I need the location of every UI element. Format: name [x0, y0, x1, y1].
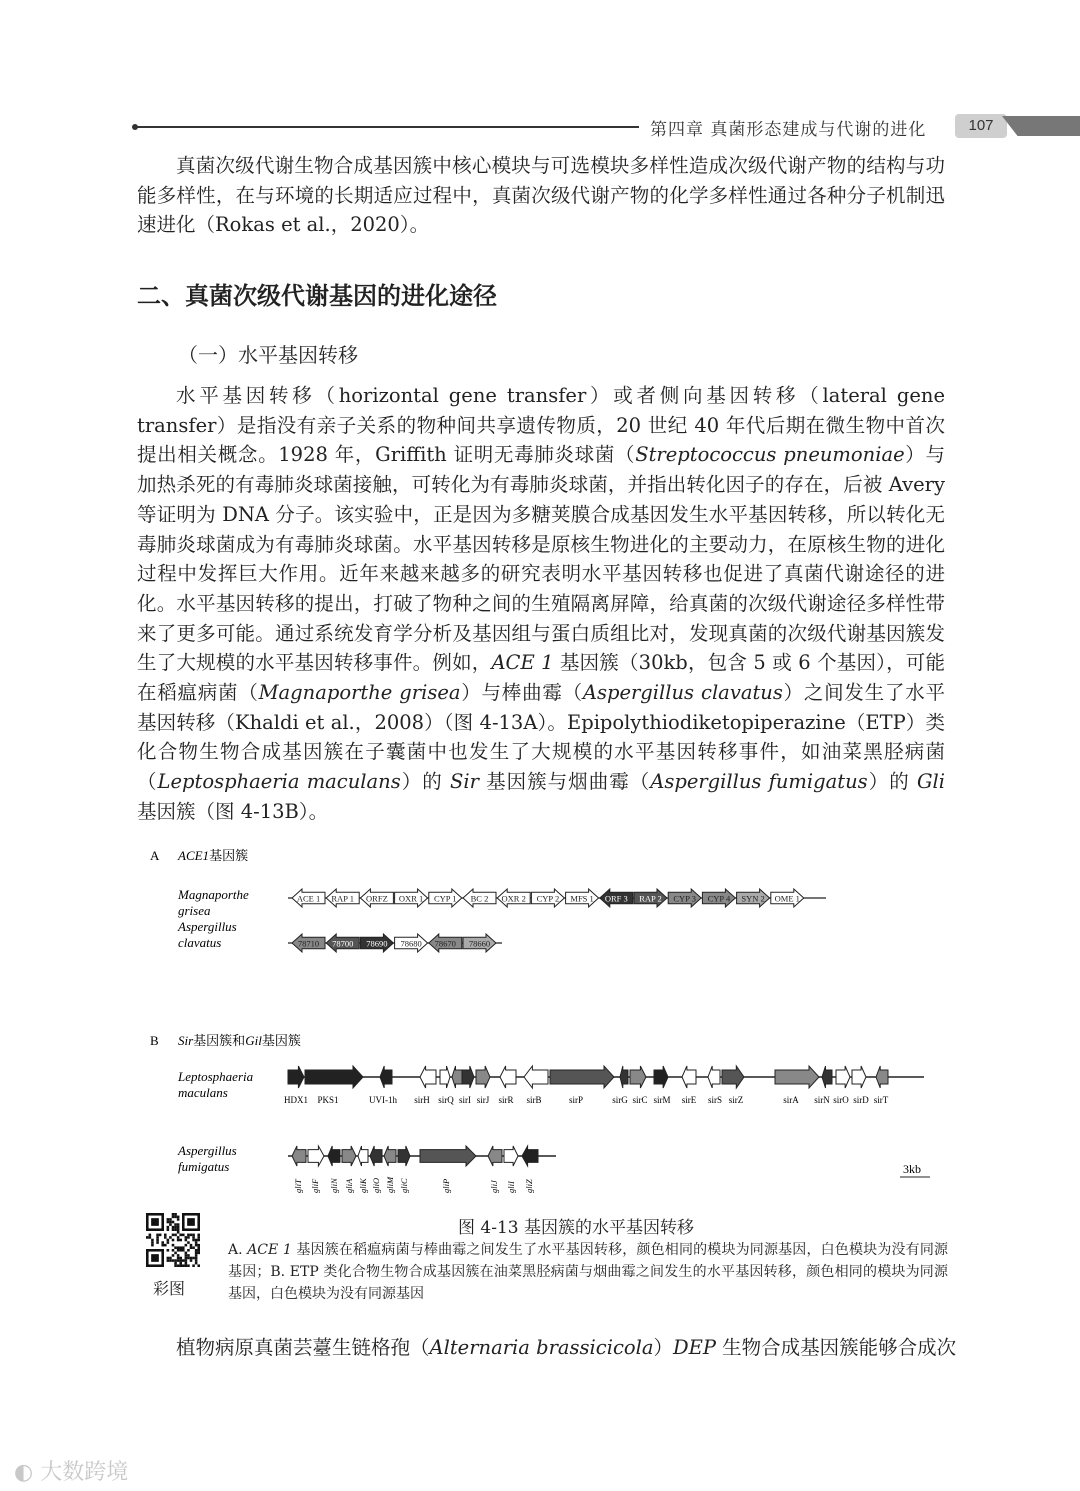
qr-module: [185, 1254, 188, 1257]
qr-module: [179, 1262, 182, 1265]
qr-module: [185, 1244, 188, 1247]
gene-label: sirM: [653, 1095, 671, 1105]
qr-module: [185, 1236, 188, 1239]
gene-arrow: [836, 1066, 850, 1088]
qr-module: [195, 1262, 198, 1265]
qr-module: [182, 1259, 185, 1262]
qr-module: [167, 1218, 170, 1221]
qr-module: [187, 1257, 190, 1260]
qr-module: [167, 1226, 170, 1229]
qr-module: [185, 1252, 188, 1255]
qr-module: [177, 1216, 180, 1219]
qr-module: [177, 1218, 180, 1221]
gene-label: HDX1: [284, 1095, 308, 1105]
qr-module: [172, 1226, 175, 1229]
gene-label: sirS: [707, 1095, 723, 1105]
gene-arrow: [398, 1146, 410, 1166]
gene-arrow: [550, 1066, 614, 1088]
gene-label: gliZ: [524, 1179, 534, 1193]
page-number: 107: [955, 114, 1007, 138]
gene-label: 78710: [297, 938, 320, 949]
last-paragraph: 植物病原真菌芸薹生链格孢（Alternaria brassicicola）DEP 生物合成基因簇能够合成次: [176, 1336, 957, 1359]
qr-module: [177, 1228, 180, 1231]
qr-module: [192, 1257, 195, 1260]
qr-module: [151, 1241, 154, 1244]
gene-label: gliP: [441, 1178, 451, 1193]
qr-module: [151, 1218, 159, 1226]
qr-module: [182, 1264, 185, 1267]
gene-arrow: [654, 1066, 668, 1088]
qr-module: [187, 1241, 190, 1244]
qr-module: [172, 1239, 175, 1242]
qr-module: [159, 1234, 162, 1237]
qr-module: [172, 1254, 175, 1257]
qr-module: [195, 1241, 198, 1244]
gene-label: BC 2: [470, 893, 489, 904]
qr-module: [177, 1223, 180, 1226]
qr-module: [174, 1264, 177, 1267]
gene-arrow: [488, 1146, 502, 1166]
gene-label: OXR 1: [398, 893, 424, 904]
gene-label: sirI: [459, 1095, 471, 1105]
qr-module: [164, 1244, 167, 1247]
qr-module: [177, 1231, 180, 1234]
qr-module: [172, 1244, 175, 1247]
qr-module: [179, 1264, 182, 1267]
qr-module: [192, 1234, 195, 1237]
gene-arrow: [682, 1066, 696, 1088]
figure-4-13: [0, 835, 1080, 1215]
gene-label: sirZ: [728, 1095, 744, 1105]
qr-module: [146, 1236, 149, 1239]
gene-label: UVI-1h: [369, 1095, 397, 1105]
qr-module: [185, 1264, 188, 1267]
qr-label: 彩图: [153, 1279, 186, 1298]
qr-module: [177, 1257, 180, 1260]
gene-arrow: [500, 1066, 516, 1088]
qr-module: [197, 1252, 200, 1255]
gene-label: CYP 2: [536, 893, 560, 904]
qr-module: [187, 1218, 195, 1226]
qr-module: [197, 1239, 200, 1242]
gene-label: CYP 1: [433, 893, 457, 904]
gene-label: sirO: [833, 1095, 849, 1105]
qr-module: [161, 1241, 164, 1244]
qr-module: [185, 1257, 188, 1260]
gene-arrow: [370, 1146, 382, 1166]
gene-label: gliK: [358, 1178, 368, 1193]
qr-module: [179, 1246, 182, 1249]
qr-module: [169, 1221, 172, 1224]
qr-module: [177, 1249, 180, 1252]
gene-label: gliA: [344, 1178, 354, 1193]
gene-label: ORFZ: [366, 893, 388, 904]
qr-module: [197, 1244, 200, 1247]
gene-label: gliF: [310, 1178, 320, 1193]
qr-module: [177, 1226, 180, 1229]
panel-a-letter: A: [150, 848, 160, 863]
gene-arrow: [288, 1066, 304, 1088]
gene-arrow: [328, 1146, 340, 1166]
panel-a-title: ACE1基因簇: [178, 848, 249, 863]
panel-b-title: Sir基因簇和Gil基因簇: [178, 1033, 301, 1048]
header-rule: [134, 126, 639, 128]
subsection-title: （一）水平基因转移: [178, 343, 358, 367]
qr-module: [195, 1257, 198, 1260]
qr-module: [187, 1254, 190, 1257]
qr-module: [197, 1246, 200, 1249]
gene-arrow: [876, 1066, 888, 1088]
species-label: maculans: [178, 1085, 228, 1100]
qr-module: [187, 1249, 190, 1252]
gene-arrow: [292, 1146, 306, 1166]
gene-arrow: [708, 1066, 720, 1088]
species-label: fumigatus: [178, 1159, 230, 1174]
figure-caption-body: A. ACE 1 基因簇在稻瘟病菌与棒曲霉之间发生了水平基因转移，颜色相同的模块为同源基因，白色模块为没有同源基因；B. ETP 类化合物生物合成基因簇在油菜黑胫病菌与烟曲霉之间发生的水平基因转移，颜色相同的模块为同源基因，白色模块为没有同源基因: [228, 1242, 948, 1302]
qr-module: [174, 1246, 177, 1249]
page-tab-decoration: [1002, 116, 1080, 136]
qr-module: [174, 1234, 177, 1237]
gene-cluster-diagram: [0, 835, 1080, 1215]
qr-module: [182, 1249, 185, 1252]
qr-module: [177, 1246, 180, 1249]
qr-module: [151, 1244, 154, 1247]
qr-module: [174, 1262, 177, 1265]
qr-module: [172, 1213, 175, 1216]
qr-module: [185, 1262, 188, 1265]
qr-module: [187, 1264, 190, 1267]
qr-module: [195, 1239, 198, 1242]
gene-label: sirT: [873, 1095, 889, 1105]
qr-module: [197, 1236, 200, 1239]
sir-cluster: [284, 1066, 924, 1105]
qr-module: [151, 1254, 159, 1262]
qr-module: [187, 1236, 190, 1239]
gene-arrow: [522, 1146, 538, 1166]
gene-label: SYN 2: [741, 893, 765, 904]
gene-label: gliM: [385, 1176, 395, 1193]
gene-label: sirP: [568, 1095, 584, 1105]
wechat-icon: ◐: [14, 1460, 34, 1485]
qr-module: [169, 1218, 172, 1221]
qr-module: [182, 1246, 185, 1249]
gene-arrow: [452, 1066, 462, 1088]
qr-module: [195, 1254, 198, 1257]
qr-module: [179, 1249, 182, 1252]
gene-label: RAP 2: [639, 893, 662, 904]
species-label: grisea: [178, 903, 211, 918]
species-label: Magnaporthe: [178, 887, 249, 902]
gene-label: ACE 1: [296, 893, 321, 904]
gene-label: CYP 4: [707, 893, 731, 904]
qr-module: [174, 1226, 177, 1229]
gene-arrow: [342, 1146, 356, 1166]
qr-module: [195, 1244, 198, 1247]
gene-label: 78670: [434, 938, 456, 949]
qr-module: [169, 1259, 172, 1262]
qr-module: [172, 1259, 175, 1262]
qr-module: [190, 1244, 193, 1247]
qr-module: [197, 1249, 200, 1252]
qr-module: [177, 1259, 180, 1262]
qr-module: [167, 1221, 170, 1224]
gene-label: 78660: [468, 938, 491, 949]
qr-module: [182, 1234, 185, 1237]
qr-module: [164, 1236, 167, 1239]
gene-arrow: [822, 1066, 832, 1088]
qr-module: [167, 1228, 170, 1231]
gene-label: sirB: [526, 1095, 542, 1105]
gene-label: sirG: [612, 1095, 628, 1105]
gene-label: ORF 3: [604, 893, 628, 904]
qr-module: [179, 1234, 182, 1237]
qr-module: [172, 1216, 175, 1219]
gene-label: PKS1: [317, 1095, 339, 1105]
intro-paragraph: 真菌次级代谢生物合成基因簇中核心模块与可选模块多样性造成次级代谢产物的结构与功能多样性，在与环境的长期适应过程中，真菌次级代谢产物的化学多样性通过各种分子机制迅速进化（Rokas et al.，2020）。: [137, 154, 945, 237]
qr-module: [167, 1259, 170, 1262]
gene-label: gliN: [329, 1178, 339, 1193]
gene-label: sirD: [853, 1095, 869, 1105]
gene-label: 78700: [332, 938, 354, 949]
qr-module: [156, 1236, 159, 1239]
gene-arrow: [420, 1066, 436, 1088]
gene-label: gliT: [293, 1179, 303, 1193]
qr-module: [172, 1228, 175, 1231]
gene-arrow: [852, 1066, 866, 1088]
qr-module: [185, 1239, 188, 1242]
gene-arrow: [476, 1066, 490, 1088]
qr-module: [167, 1257, 170, 1260]
qr-module: [179, 1259, 182, 1262]
gene-arrow: [384, 1146, 396, 1166]
qr-module: [197, 1234, 200, 1237]
qr-module: [179, 1239, 182, 1242]
gene-arrow: [440, 1066, 450, 1088]
qr-module: [190, 1234, 193, 1237]
gene-arrow: [380, 1066, 392, 1088]
ace1-cluster-magnaporthe: [288, 889, 826, 907]
gene-arrow: [358, 1146, 368, 1166]
qr-module: [164, 1234, 167, 1237]
species-label: Aspergillus: [178, 919, 237, 934]
figure-caption-title: 图 4-13 基因簇的水平基因转移: [458, 1218, 694, 1238]
qr-module: [192, 1239, 195, 1242]
qr-module: [197, 1264, 200, 1267]
qr-module: [185, 1259, 188, 1262]
gene-arrow: [524, 1066, 548, 1088]
qr-module: [156, 1241, 159, 1244]
qr-module: [192, 1246, 195, 1249]
species-label: Leptosphaeria: [178, 1069, 254, 1084]
qr-module: [177, 1254, 180, 1257]
qr-module: [172, 1249, 175, 1252]
gene-label: OXR 2: [501, 893, 526, 904]
gene-label: MFS 1: [570, 893, 594, 904]
qr-module: [161, 1244, 164, 1247]
gene-label: sirJ: [476, 1095, 490, 1105]
scale-bar-label: 3kb: [903, 1162, 921, 1176]
gene-label: 78680: [400, 938, 422, 949]
gene-label: sirR: [498, 1095, 514, 1105]
gene-label: sirA: [783, 1095, 799, 1105]
qr-module: [187, 1234, 190, 1237]
gene-label: sirE: [681, 1095, 697, 1105]
qr-module: [174, 1213, 177, 1216]
qr-module: [169, 1257, 172, 1260]
qr-module: [172, 1234, 175, 1237]
qr-module: [151, 1239, 154, 1242]
gene-arrow: [305, 1066, 363, 1088]
qr-module: [174, 1252, 177, 1255]
watermark-logo: ◐ 大数跨境: [14, 1460, 129, 1485]
qr-module: [192, 1236, 195, 1239]
gene-label: gliJ: [489, 1180, 499, 1193]
qr-module: [156, 1239, 159, 1242]
qr-module: [156, 1234, 159, 1237]
qr-module: [169, 1236, 172, 1239]
qr-module: [149, 1236, 152, 1239]
panel-b-letter: B: [150, 1033, 159, 1048]
qr-module: [177, 1239, 180, 1242]
species-label: clavatus: [178, 935, 222, 950]
gene-label: sirH: [414, 1095, 430, 1105]
gene-arrow: [775, 1066, 819, 1088]
gene-arrow: [630, 1066, 646, 1088]
gene-arrow: [620, 1066, 628, 1088]
qr-module: [174, 1223, 177, 1226]
qr-module: [192, 1264, 195, 1267]
gene-arrow: [504, 1146, 518, 1166]
qr-module: [195, 1249, 198, 1252]
qr-module: [174, 1259, 177, 1262]
ace1-cluster-aspergillus: [288, 934, 502, 952]
gene-label: OME 1: [774, 893, 800, 904]
species-label: Aspergillus: [178, 1143, 237, 1158]
qr-module: [190, 1259, 193, 1262]
qr-module: [177, 1264, 180, 1267]
gene-label: gliC: [399, 1178, 409, 1193]
qr-code[interactable]: [146, 1213, 200, 1267]
gene-label: RAP 1: [331, 893, 355, 904]
gene-label: sirQ: [438, 1095, 454, 1105]
gene-arrow: [308, 1146, 324, 1166]
gli-cluster: [288, 1146, 556, 1193]
qr-module: [169, 1223, 172, 1226]
qr-module: [177, 1236, 180, 1239]
qr-module: [195, 1252, 198, 1255]
qr-module: [167, 1239, 170, 1242]
qr-module: [190, 1257, 193, 1260]
gene-arrow: [722, 1066, 744, 1088]
gene-label: 78690: [366, 938, 388, 949]
gene-label: CYP 3: [673, 893, 697, 904]
qr-module: [167, 1241, 170, 1244]
qr-module: [174, 1228, 177, 1231]
gene-label: gliI: [506, 1181, 516, 1193]
qr-module: [179, 1257, 182, 1260]
main-paragraph: 水平基因转移（horizontal gene transfer）或者侧向基因转移（lateral gene transfer）是指没有亲子关系的物种间共享遗传物质，20 世纪 40 年代后期在微生物中首次提出相关概念。1928 年，Griffith 证明无毒肺炎球菌（Streptococcus pneumoniae）与加热杀死的有毒肺炎球菌接触，可转化为有毒肺炎球菌，并指出转化因子的存在，后被 Avery 等证明为 DNA 分子。该实验中，正是因为多糖荚膜合成基因发生水平基因转移，所以转化无毒肺炎球菌成为有毒肺炎球菌。水平基因转移是原核生物进化的主要动力，在原核生物的进化过程中发挥巨大作用。近年来越来越多的研究表明水平基因转移也促进了真菌代谢途径的进化。水平基因转移的提出，打破了物种之间的生殖隔离屏障，给真菌的次级代谢途径多样性带来了更多可能。通过系统发育学分析及基因组与蛋白质组比对，发现真菌的次级代谢基因簇发生了大规模的水平基因转移事件。例如，ACE 1 基因簇（30kb，包含 5 或 6 个基因），可能在稻瘟病菌（Magnaporthe grisea）与棒曲霉（Aspergillus clavatus）之间发生了水平基因转移（Khaldi et al.，2008）（图 4-13A）。Epipolythiodiketopiperazine（ETP）类化合物生物合成基因簇在子囊菌中也发生了大规模的水平基因转移事件，如油菜黑胫病菌（Leptosphaeria maculans）的 Sir 基因簇与烟曲霉（Aspergillus fumigatus）的 Gli 基因簇（图 4-13B）。: [137, 384, 945, 823]
gene-arrow: [420, 1146, 476, 1166]
qr-module: [149, 1234, 152, 1237]
qr-module: [195, 1259, 198, 1262]
qr-module: [174, 1216, 177, 1219]
qr-module: [167, 1249, 170, 1252]
chapter-title: 第四章 真菌形态建成与代谢的进化: [650, 120, 927, 140]
gene-label: sirN: [814, 1095, 830, 1105]
qr-module: [190, 1246, 193, 1249]
gene-label: gliO: [371, 1177, 381, 1193]
gene-arrow: [462, 1066, 474, 1088]
gene-label: sirC: [632, 1095, 648, 1105]
section-title: 二、真菌次级代谢基因的进化途径: [137, 282, 497, 310]
qr-module: [172, 1221, 175, 1224]
